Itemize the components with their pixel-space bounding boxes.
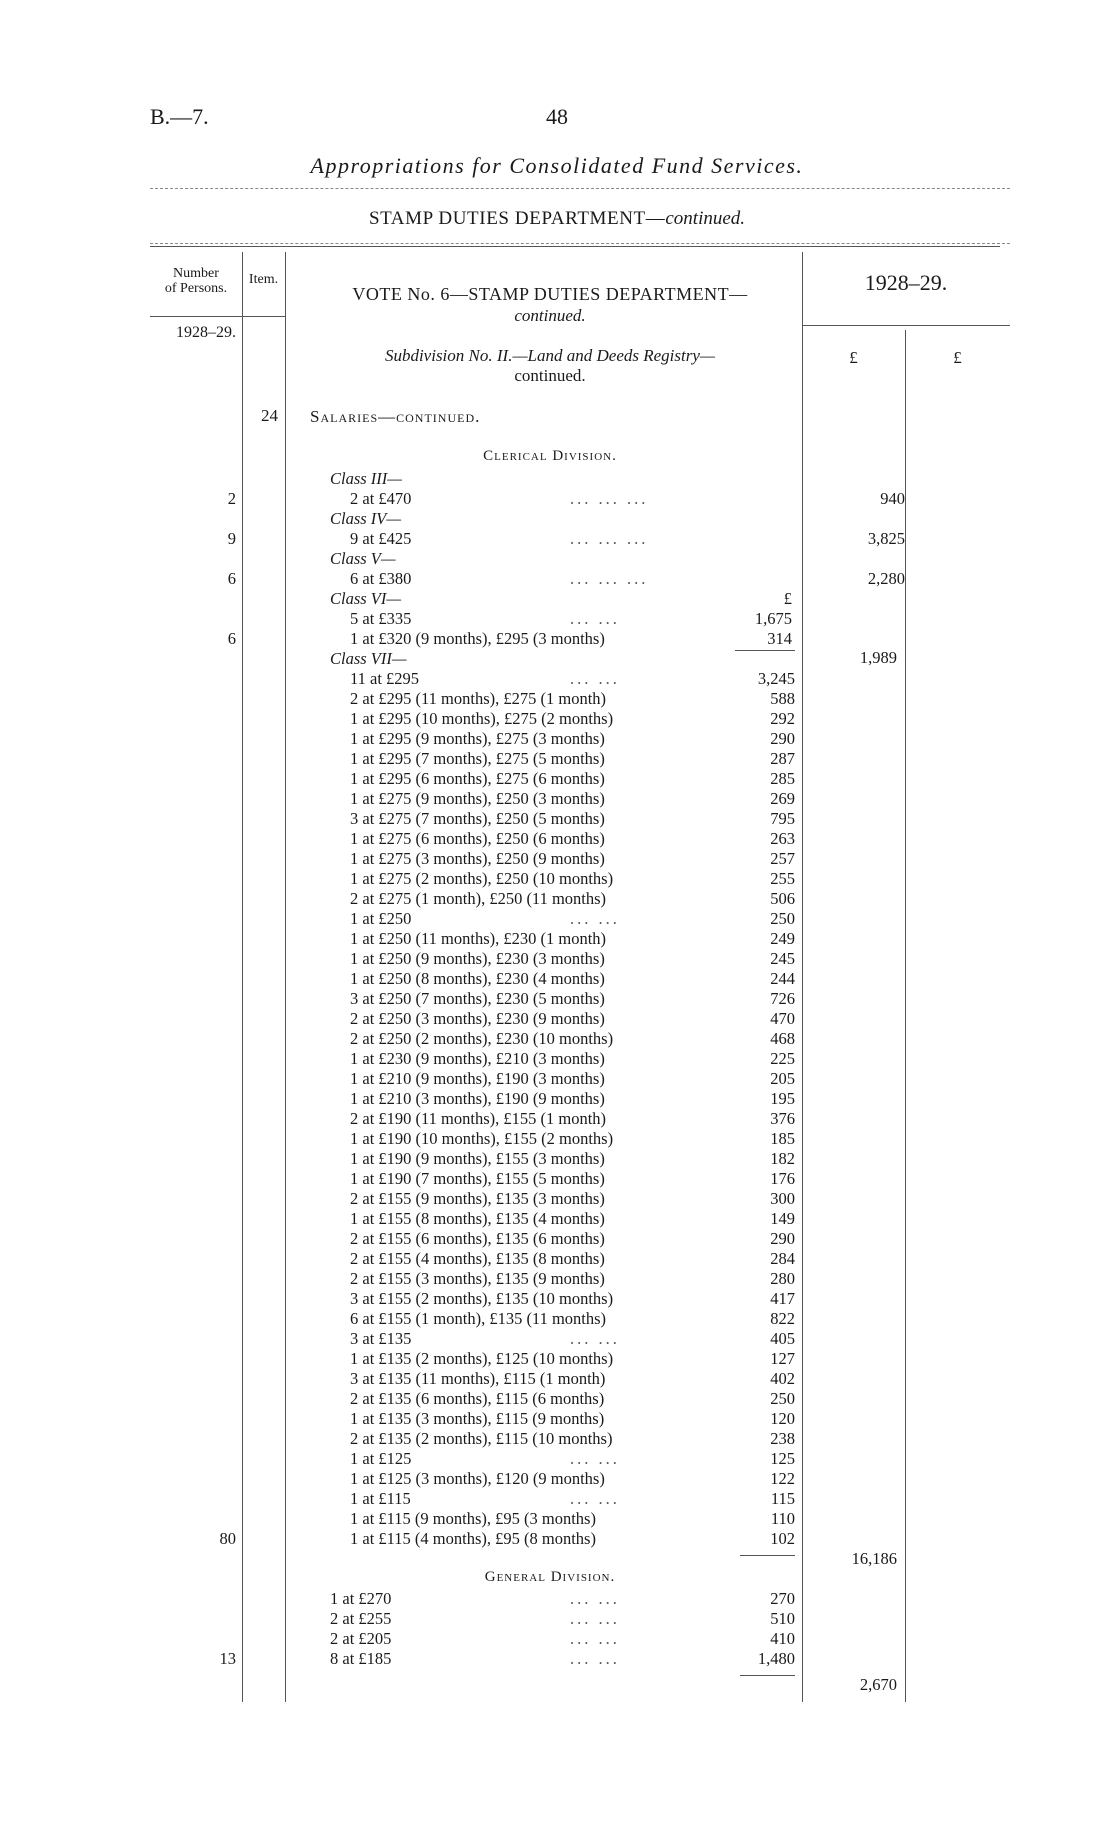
class3-amount: 940 <box>880 489 905 508</box>
row-amount: 410 <box>770 1629 795 1648</box>
persons-header-line2: of Persons. <box>164 281 228 296</box>
row-description: 2 at £155 (4 months), £135 (8 months) <box>350 1249 605 1268</box>
row-amount: 263 <box>770 829 795 848</box>
row-description: 2 at £295 (11 months), £275 (1 month) <box>350 689 607 708</box>
list-row <box>350 749 795 769</box>
row-description: 1 at £190 (9 months), £155 (3 months) <box>350 1149 605 1168</box>
list-row <box>350 1369 795 1389</box>
leader-dots: ... ... <box>570 1649 620 1668</box>
row-description: 1 at £190 (7 months), £155 (5 months) <box>350 1169 605 1188</box>
leader-dots: ... ... <box>570 909 620 928</box>
leader-dots: ... ... ... <box>570 529 649 548</box>
row-amount: 149 <box>770 1209 795 1228</box>
row-description: 1 at £295 (7 months), £275 (5 months) <box>350 749 605 768</box>
class3-desc: 2 at £470 <box>350 489 412 508</box>
row-description: 2 at £205 <box>330 1629 392 1648</box>
row-description: 1 at £230 (9 months), £210 (3 months) <box>350 1049 605 1068</box>
list-row <box>350 1329 795 1349</box>
class6-row2-desc: 1 at £320 (9 months), £295 (3 months) <box>350 629 605 648</box>
row-amount: 110 <box>770 1509 795 1528</box>
list-row <box>350 1489 795 1509</box>
row-amount: 290 <box>770 1229 795 1248</box>
col-rule-item <box>285 252 286 1702</box>
class6-currency: £ <box>783 589 792 608</box>
list-row <box>350 989 795 1009</box>
row-description: 1 at £125 <box>350 1449 412 1468</box>
class7-label: Class VII— <box>330 649 407 668</box>
class3-persons: 2 <box>227 489 236 508</box>
leader-dots: ... ... <box>570 1449 620 1468</box>
list-row <box>350 1389 795 1409</box>
row-description: 1 at £115 <box>350 1489 411 1508</box>
row-amount: 125 <box>770 1449 795 1468</box>
leader-dots: ... ... <box>570 669 620 688</box>
item-number: 24 <box>261 406 278 425</box>
row-amount: 468 <box>770 1029 795 1048</box>
class7-persons: 80 <box>219 1529 236 1548</box>
list-row <box>350 909 795 929</box>
row-description: 1 at £275 (2 months), £250 (10 months) <box>350 869 614 888</box>
list-row <box>350 1189 795 1209</box>
item-header: Item. <box>248 272 279 287</box>
row-description: 1 at £270 <box>330 1589 392 1608</box>
row-amount: 287 <box>770 749 795 768</box>
list-row <box>350 709 795 729</box>
row-amount: 822 <box>770 1309 795 1328</box>
col-rule-amount1 <box>802 252 803 1702</box>
row-description: 1 at £250 (8 months), £230 (4 months) <box>350 969 605 988</box>
list-row <box>350 1509 795 1529</box>
class4-row <box>150 529 920 549</box>
row-description: 3 at £135 <box>350 1329 412 1348</box>
list-row <box>350 1269 795 1289</box>
class6-label: Class VI— <box>330 589 402 608</box>
row-description: 2 at £155 (9 months), £135 (3 months) <box>350 1189 605 1208</box>
row-description: 1 at £210 (9 months), £190 (3 months) <box>350 1069 605 1088</box>
row-description: 1 at £155 (8 months), £135 (4 months) <box>350 1209 605 1228</box>
row-amount: 225 <box>770 1049 795 1068</box>
list-row <box>350 729 795 749</box>
row-amount: 257 <box>770 849 795 868</box>
row-amount: 249 <box>770 929 795 948</box>
list-row <box>350 1289 795 1309</box>
row-amount: 244 <box>770 969 795 988</box>
list-row <box>350 849 795 869</box>
row-amount: 280 <box>770 1269 795 1288</box>
row-amount: 127 <box>770 1349 795 1368</box>
class5-desc: 6 at £380 <box>350 569 412 588</box>
row-description: 1 at £250 (9 months), £230 (3 months) <box>350 949 605 968</box>
clerical-heading: Clerical Division. <box>483 448 617 464</box>
row-description: 1 at £190 (10 months), £155 (2 months) <box>350 1129 614 1148</box>
persons-header-rule <box>150 316 242 317</box>
dept-rule <box>150 243 1010 244</box>
list-row <box>350 889 795 909</box>
list-row <box>350 809 795 829</box>
row-description: 1 at £115 (9 months), £95 (3 months) <box>350 1509 596 1528</box>
general-total: 2,670 <box>859 1675 897 1694</box>
list-row <box>350 1309 795 1329</box>
row-amount: 238 <box>770 1429 795 1448</box>
subdivision-title: Subdivision No. II.—Land and Deeds Registry— <box>384 346 716 365</box>
row-amount: 185 <box>770 1129 795 1148</box>
row-amount: 1,480 <box>757 1649 795 1668</box>
row-description: 2 at £255 <box>330 1609 392 1628</box>
list-row <box>350 1149 795 1169</box>
row-amount: 292 <box>770 709 795 728</box>
amount2-currency: £ <box>953 348 962 367</box>
class6-persons: 6 <box>227 629 236 648</box>
list-row <box>350 1049 795 1069</box>
vote-title: VOTE No. 6—STAMP DUTIES DEPARTMENT— <box>352 284 748 304</box>
list-row <box>350 1009 795 1029</box>
row-amount: 417 <box>770 1289 795 1308</box>
row-amount: 285 <box>770 769 795 788</box>
class4-label: Class IV— <box>330 509 402 528</box>
row-amount: 726 <box>770 989 795 1008</box>
row-description: 1 at £295 (6 months), £275 (6 months) <box>350 769 605 788</box>
list-row <box>350 689 795 709</box>
persons-header-line1: Number <box>173 266 219 281</box>
class4-persons: 9 <box>227 529 236 548</box>
department-name: STAMP DUTIES DEPARTMENT— <box>368 208 666 229</box>
persons-year: 1928–29. <box>176 324 236 341</box>
row-description: 2 at £250 (2 months), £230 (10 months) <box>350 1029 614 1048</box>
row-description: 1 at £250 <box>350 909 412 928</box>
row-amount: 300 <box>770 1189 795 1208</box>
class4-desc: 9 at £425 <box>350 529 412 548</box>
col-rule-persons <box>242 252 243 1702</box>
list-row <box>350 669 795 689</box>
title-rule <box>150 188 1010 189</box>
class6-row-2 <box>150 629 920 649</box>
list-row <box>350 1089 795 1109</box>
persons-header <box>150 266 242 296</box>
row-description: 2 at £190 (11 months), £155 (1 month) <box>350 1109 607 1128</box>
row-amount: 195 <box>770 1089 795 1108</box>
amount-year: 1928–29. <box>864 270 948 295</box>
row-description: 2 at £135 (2 months), £115 (10 months) <box>350 1429 613 1448</box>
class7-subtotal-rule <box>740 1555 795 1556</box>
row-amount: 205 <box>770 1069 795 1088</box>
row-description: 1 at £275 (6 months), £250 (6 months) <box>350 829 605 848</box>
list-row <box>350 1229 795 1249</box>
row-amount: 120 <box>770 1409 795 1428</box>
list-row <box>350 869 795 889</box>
row-amount: 270 <box>770 1589 795 1608</box>
page-number: 48 <box>546 104 568 129</box>
list-row <box>350 1449 795 1469</box>
list-row <box>330 1609 795 1629</box>
list-row <box>350 929 795 949</box>
class6-row2-inner: 314 <box>767 629 792 648</box>
list-row <box>330 1629 795 1649</box>
row-amount: 245 <box>770 949 795 968</box>
row-description: 1 at £275 (3 months), £250 (9 months) <box>350 849 605 868</box>
row-description: 2 at £275 (1 month), £250 (11 months) <box>350 889 607 908</box>
row-description: 8 at £185 <box>330 1649 392 1668</box>
list-row <box>350 769 795 789</box>
class6-row1-desc: 5 at £335 <box>350 609 412 628</box>
amount1-currency: £ <box>849 348 858 367</box>
row-description: 1 at £135 (3 months), £115 (9 months) <box>350 1409 605 1428</box>
class6-total: 1,989 <box>859 648 897 667</box>
year-header-rule <box>802 325 1010 326</box>
row-description: 2 at £155 (3 months), £135 (9 months) <box>350 1269 605 1288</box>
list-row <box>350 1429 795 1449</box>
row-description: 2 at £250 (3 months), £230 (9 months) <box>350 1009 605 1028</box>
salaries-heading: Salaries—continued. <box>310 407 481 426</box>
class5-row <box>150 569 920 589</box>
leader-dots: ... ... <box>570 1629 620 1648</box>
item-header-rule <box>242 316 285 317</box>
list-row <box>350 1069 795 1089</box>
list-row <box>350 1529 795 1549</box>
row-amount: 122 <box>770 1469 795 1488</box>
row-description: 1 at £275 (9 months), £250 (3 months) <box>350 789 605 808</box>
row-description: 1 at £250 (11 months), £230 (1 month) <box>350 929 607 948</box>
document-reference: B.—7. <box>150 104 209 129</box>
row-amount: 405 <box>770 1329 795 1348</box>
row-amount: 588 <box>770 689 795 708</box>
general-persons: 13 <box>219 1649 236 1668</box>
list-row <box>350 1409 795 1429</box>
row-amount: 250 <box>770 1389 795 1408</box>
list-row <box>330 1649 795 1669</box>
row-description: 1 at £295 (9 months), £275 (3 months) <box>350 729 605 748</box>
class3-row <box>150 489 920 509</box>
row-description: 2 at £155 (6 months), £135 (6 months) <box>350 1229 605 1248</box>
row-amount: 470 <box>770 1009 795 1028</box>
row-description: 3 at £135 (11 months), £115 (1 month) <box>350 1369 606 1388</box>
list-row <box>350 1349 795 1369</box>
vote-continued: continued. <box>514 306 586 325</box>
class6-subtotal-rule <box>735 650 795 651</box>
leader-dots: ... ... <box>570 1329 620 1348</box>
leader-dots: ... ... <box>570 1489 620 1508</box>
class6-row-1 <box>150 609 920 629</box>
leader-dots: ... ... ... <box>570 489 649 508</box>
row-amount: 102 <box>770 1529 795 1548</box>
row-description: 3 at £155 (2 months), £135 (10 months) <box>350 1289 614 1308</box>
subdivision-continued: continued. <box>514 366 586 385</box>
list-row <box>350 789 795 809</box>
department-heading <box>0 208 1114 230</box>
row-amount: 176 <box>770 1169 795 1188</box>
list-row <box>350 1209 795 1229</box>
row-description: 1 at £125 (3 months), £120 (9 months) <box>350 1469 605 1488</box>
row-description: 3 at £275 (7 months), £250 (5 months) <box>350 809 605 828</box>
row-description: 1 at £135 (2 months), £125 (10 months) <box>350 1349 614 1368</box>
row-amount: 376 <box>770 1109 795 1128</box>
row-amount: 795 <box>770 809 795 828</box>
list-row <box>350 829 795 849</box>
row-description: 1 at £115 (4 months), £95 (8 months) <box>350 1529 596 1548</box>
row-description: 1 at £210 (3 months), £190 (9 months) <box>350 1089 605 1108</box>
list-row <box>350 1029 795 1049</box>
class6-row1-inner: 1,675 <box>754 609 792 628</box>
department-continued: continued. <box>665 208 746 229</box>
row-description: 3 at £250 (7 months), £230 (5 months) <box>350 989 605 1008</box>
class4-amount: 3,825 <box>867 529 905 548</box>
class3-label: Class III— <box>330 469 402 488</box>
general-subtotal-rule <box>740 1675 795 1676</box>
row-amount: 402 <box>770 1369 795 1388</box>
row-amount: 506 <box>770 889 795 908</box>
row-description: 1 at £295 (10 months), £275 (2 months) <box>350 709 614 728</box>
list-row <box>350 1109 795 1129</box>
leader-dots: ... ... <box>570 1609 620 1628</box>
page-title: Appropriations for Consolidated Fund Services. <box>310 153 804 178</box>
row-description: 6 at £155 (1 month), £135 (11 months) <box>350 1309 607 1328</box>
class5-persons: 6 <box>227 569 236 588</box>
class5-label: Class V— <box>330 549 396 568</box>
row-amount: 284 <box>770 1249 795 1268</box>
leader-dots: ... ... ... <box>570 569 649 588</box>
general-heading: General Division. <box>484 1569 616 1585</box>
class7-total: 16,186 <box>851 1549 897 1568</box>
row-amount: 182 <box>770 1149 795 1168</box>
list-row <box>350 1469 795 1489</box>
list-row <box>350 969 795 989</box>
list-row <box>350 1169 795 1189</box>
leader-dots: ... ... <box>570 609 620 628</box>
row-amount: 250 <box>770 909 795 928</box>
class5-amount: 2,280 <box>867 569 905 588</box>
row-description: 11 at £295 <box>350 669 420 688</box>
row-amount: 510 <box>770 1609 795 1628</box>
list-row <box>350 1249 795 1269</box>
row-amount: 255 <box>770 869 795 888</box>
row-amount: 3,245 <box>757 669 795 688</box>
row-amount: 290 <box>770 729 795 748</box>
list-row <box>350 949 795 969</box>
list-row <box>350 1129 795 1149</box>
list-row <box>330 1589 795 1609</box>
row-description: 2 at £135 (6 months), £115 (6 months) <box>350 1389 605 1408</box>
leader-dots: ... ... <box>570 1589 620 1608</box>
row-amount: 269 <box>770 789 795 808</box>
row-amount: 115 <box>770 1489 795 1508</box>
table-top-rule <box>150 246 1000 247</box>
